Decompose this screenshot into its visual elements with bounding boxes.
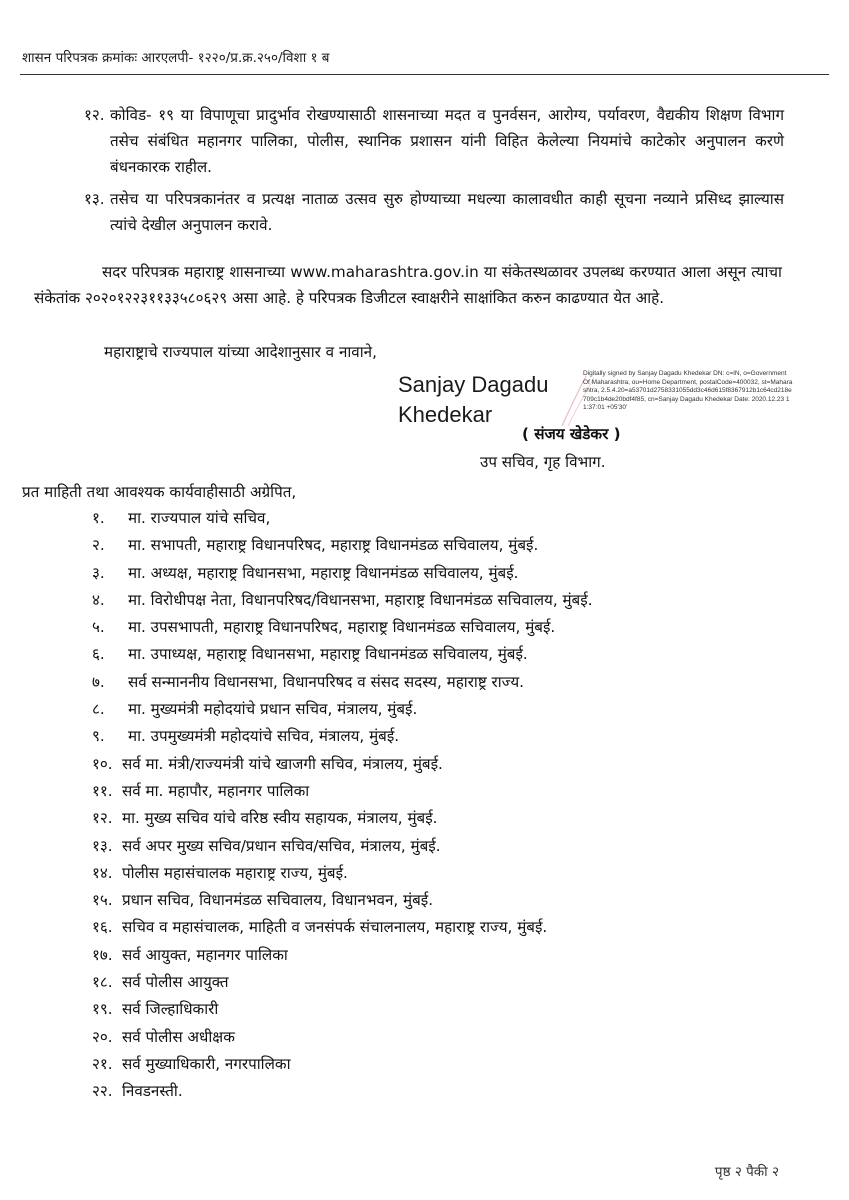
list-item-text: मा. उपमुख्यमंत्री महोदयांचे सचिव, मंत्रालय, मुंबई. [128,727,400,746]
list-item-text: सर्व मुख्याधिकारी, नगरपालिका [122,1054,291,1073]
distribution-list-item [92,723,593,750]
page-number: पृष्ठ २ पैकी २ [714,1164,779,1180]
list-item-text: सचिव व महासंचालक, माहिती व जनसंपर्क संचालनालय, महाराष्ट्र राज्य, मुंबई. [122,918,548,937]
list-item-number: २१. [92,1054,113,1073]
list-item-number: ११. [92,781,113,800]
header-divider [20,74,829,75]
circular-reference-header: शासन परिपत्रक क्रमांकः आरएलपी- १२२०/प्र.क्र.२५०/विशा १ ब [22,50,330,66]
distribution-list-item [92,505,593,532]
list-item-text: निवडनस्ती. [122,1082,183,1101]
list-item-text: सर्व पोलीस अधीक्षक [122,1027,235,1046]
list-item-text: सर्व अपर मुख्य सचिव/प्रधान सचिव/सचिव, मंत्रालय, मुंबई. [122,836,441,855]
distribution-list-item [92,887,593,914]
paragraph-12 [84,102,784,180]
list-item-number: १. [92,509,105,527]
list-item-text: मा. मुख्यमंत्री महोदयांचे प्रधान सचिव, मंत्रालय, मुंबई. [128,700,418,719]
list-item-number: १७. [92,945,113,964]
officer-designation: उप सचिव, गृह विभाग. [480,453,606,471]
distribution-list-item [92,614,593,641]
distribution-list-item [92,860,593,887]
list-item-text: मा. उपाध्यक्ष, महाराष्ट्र विधानसभा, महाराष्ट्र विधानमंडळ सचिवालय, मुंबई. [128,645,528,664]
distribution-list-item [92,751,593,778]
list-item-text: सर्व जिल्हाधिकारी [122,1000,219,1019]
paragraph-number: १३. [84,190,105,208]
list-item-number: १९. [92,1000,113,1019]
list-item-number: १३. [92,836,113,855]
list-item-number: १०. [92,754,113,773]
list-item-number: ८. [92,700,105,719]
list-item-number: ५. [92,618,105,637]
distribution-list-item [92,914,593,941]
paragraph-text: तसेच या परिपत्रकानंतर व प्रत्यक्ष नाताळ उत्सव सुरु होण्याच्या मधल्या कालावधीत काही सूचना नव्याने प्रसिध्द झाल्यास त्यांचे देखील अनुपालन करावे. [110,190,784,234]
list-item-number: १५. [92,891,113,910]
distribution-list-item [92,696,593,723]
officer-name: ( संजय खेडेकर ) [522,425,621,443]
list-item-number: ४. [92,590,105,609]
list-item-number: १२. [92,809,113,828]
list-item-number: १६. [92,918,113,937]
copy-to-heading: प्रत माहिती तथा आवश्यक कार्यवाहीसाठी अग्रेपित, [22,483,297,501]
list-item-number: २०. [92,1027,113,1046]
list-item-text: सर्व आयुक्त, महानगर पालिका [122,945,288,964]
list-item-text: पोलीस महासंचालक महाराष्ट्र राज्य, मुंबई. [122,863,348,882]
website-paragraph [34,259,782,311]
distribution-list-item [92,1024,593,1051]
list-item-text: सर्व सन्माननीय विधानसभा, विधानपरिषद व संसद सदस्य, महाराष्ट्र राज्य. [128,672,525,691]
distribution-list-item [92,560,593,587]
list-item-number: ३. [92,563,105,582]
signer-name-line1: Sanjay Dagadu [398,372,549,397]
list-item-text: मा. विरोधीपक्ष नेता, विधानपरिषद/विधानसभा, महाराष्ट्र विधानमंडळ सचिवालय, मुंबई. [128,590,593,609]
authority-line: महाराष्ट्राचे राज्यपाल यांच्या आदेशानुसार व नावाने, [104,343,377,361]
list-item-number: २. [92,536,105,555]
distribution-list-item [92,805,593,832]
list-item-text: सर्व मा. महापौर, महानगर पालिका [122,781,310,800]
distribution-list-item [92,669,593,696]
distribution-list-item [92,969,593,996]
list-item-text: सर्व पोलीस आयुक्त [122,973,229,992]
distribution-list [92,505,593,1106]
list-item-text: मा. सभापती, महाराष्ट्र विधानपरिषद, महाराष्ट्र विधानमंडळ सचिवालय, मुंबई. [128,536,539,555]
paragraph-13 [84,186,784,238]
paragraph-number: १२. [84,106,105,124]
digital-signature-details: Digitally signed by Sanjay Dagadu Khedekar DN: c=IN, o=Government Of Maharashtra, ou=Home Department, postalCode=400032, st=Maharashtra, 2.5.4.20=a53701d2758331055dd3c46d615f8367912b1c64cd218e709c1b4de20bdf4f85, cn=Sanjay Dagadu Khedekar Date: 2020.12.23 11:37:01 +05'30' [583,370,793,412]
distribution-list-item [92,996,593,1023]
list-item-number: १४. [92,863,113,882]
list-item-text: मा. राज्यपाल यांचे सचिव, [128,509,271,527]
distribution-list-item [92,587,593,614]
distribution-list-item [92,1078,593,1105]
distribution-list-item [92,532,593,559]
signer-name-line2: Khedekar [398,402,493,427]
list-item-number: ६. [92,645,105,664]
distribution-list-item [92,778,593,805]
list-item-text: मा. उपसभापती, महाराष्ट्र विधानपरिषद, महाराष्ट्र विधानमंडळ सचिवालय, मुंबई. [128,618,556,637]
list-item-number: २२. [92,1082,113,1101]
list-item-text: मा. अध्यक्ष, महाराष्ट्र विधानसभा, महाराष्ट्र विधानमंडळ सचिवालय, मुंबई. [128,563,519,582]
distribution-list-item [92,641,593,668]
website-paragraph-text: सदर परिपत्रक महाराष्ट्र शासनाच्या www.maharashtra.gov.in या संकेतस्थळावर उपलब्ध करण्यात आला असून त्याचा संकेतांक २०२०१२२३११३३५८०६२९ असा आहे. हे परिपत्रक डिजीटल स्वाक्षरीने साक्षांकित करुन काढण्यात येत आहे. [34,263,782,307]
distribution-list-item [92,942,593,969]
list-item-number: ९. [92,727,105,746]
distribution-list-item [92,1051,593,1078]
paragraph-text: कोविड- १९ या विपाणूचा प्रादुर्भाव रोखण्यासाठी शासनाच्या मदत व पुनर्वसन, आरोग्य, पर्यावरण, वैद्यकीय शिक्षण विभाग तसेच संबंधित महानगर पालिका, पोलीस, स्थानिक प्रशासन यांनी विहित केलेल्या नियमांचे काटेकोर अनुपालन करणे बंधनकारक राहील. [110,106,784,176]
list-item-text: प्रधान सचिव, विधानमंडळ सचिवालय, विधानभवन, मुंबई. [122,891,434,910]
list-item-text: मा. मुख्य सचिव यांचे वरिष्ठ स्वीय सहायक, मंत्रालय, मुंबई. [122,809,438,828]
distribution-list-item [92,833,593,860]
list-item-number: ७. [92,672,105,691]
list-item-text: सर्व मा. मंत्री/राज्यमंत्री यांचे खाजगी सचिव, मंत्रालय, मुंबई. [122,754,443,773]
list-item-number: १८. [92,973,113,992]
digital-signature-name [398,370,548,430]
